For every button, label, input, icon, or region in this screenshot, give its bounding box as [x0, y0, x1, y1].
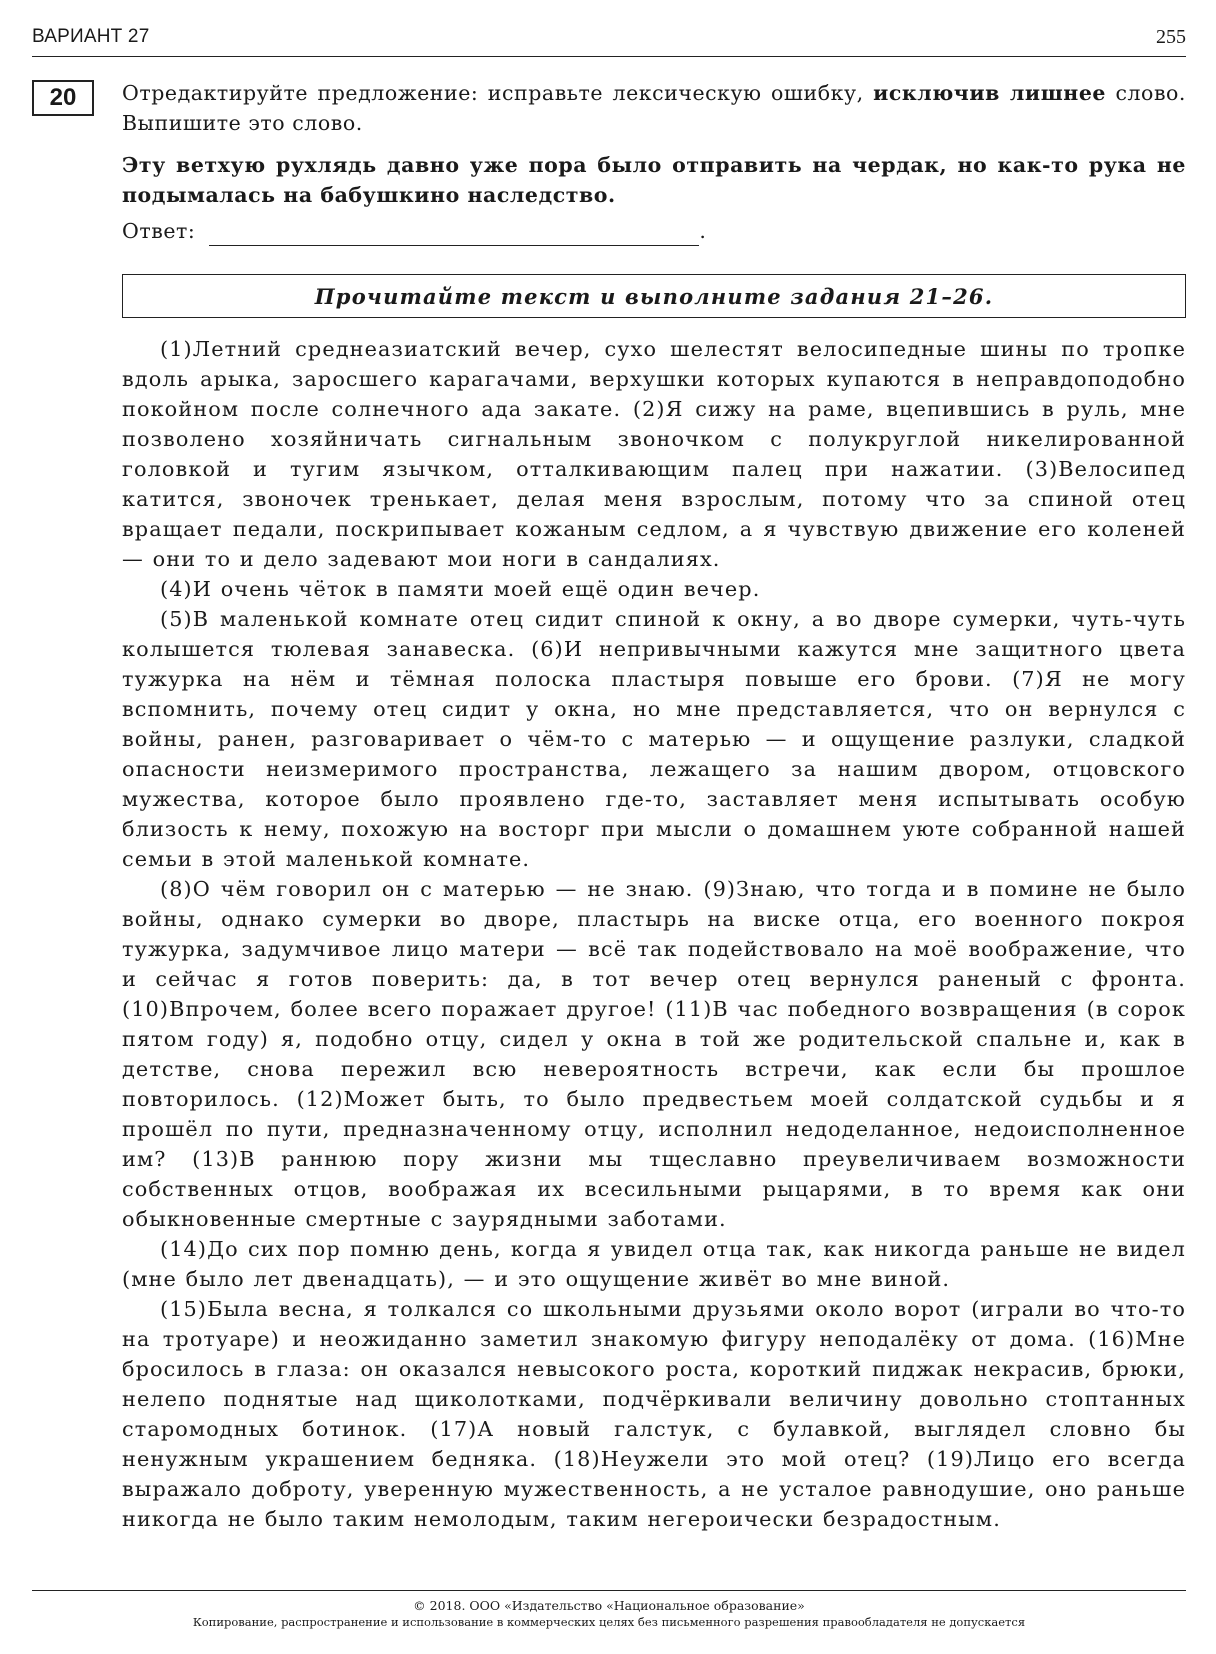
text-paragraph-6: (15)Была весна, я толкался со школьными друзьями около ворот (играли во что-то на тротуаре) и неожиданно заметил знакомую фигуру неподалёку от дома. (16)Мне бросилось в глаза: он оказался невысокого роста, короткий пиджак некрасив, брюки, нелепо поднятые над щиколотками, подчёркивали величину довольно стоптанных старомодных ботинок. (17)А новый галстук, с булавкой, выглядел словно бы ненужным украшением бедняка. (18)Неужели это мой отец? (19)Лицо его всегда выражало доброту, уверенную мужественность, а не усталое равнодушие, оно раньше никогда не было таким немолодым, таким негероически безрадостным. — [122, 1297, 1186, 1531]
instruction-part-1: Отредактируйте предложение: исправьте лексическую ошибку, — [122, 81, 874, 105]
reading-text — [122, 334, 1186, 1534]
footer-notice: Копирование, распространение и использование в коммерческих целях без письменного разрешения правообладателя не допускается — [192, 1615, 1026, 1629]
instruction-box: Прочитайте текст и выполните задания 21–26. — [122, 274, 1186, 318]
answer-line[interactable] — [209, 223, 699, 246]
answer-row — [122, 216, 1186, 246]
variant-label: ВАРИАНТ 27 — [32, 26, 150, 47]
text-paragraph-3: (5)В маленькой комнате отец сидит спиной к окну, а во дворе сумерки, чуть-чуть колышется тюлевая занавеска. (6)И непривычными кажутся мне защитного цвета тужурка на нём и тёмная полоска пластыря повыше его брови. (7)Я не могу вспомнить, почему отец сидит у окна, но мне представляется, что он вернулся с войны, ранен, разговаривает о чём-то с матерью — и ощущение разлуки, сладкой опасности неизмеримого пространства, лежащего за нашим двором, отцовского мужества, которое было проявлено где-то, заставляет меня испытывать особую близость к нему, похожую на восторг при мысли о домашнем уюте собранной нашей семьи в этой маленькой комнате. — [122, 607, 1186, 871]
text-paragraph-4: (8)О чём говорил он с матерью — не знаю. (9)Знаю, что тогда и в помине не было войны, однако сумерки во дворе, пластырь на виске отца, его военного покроя тужурка, задумчивое лицо матери — всё так подействовало на моё воображение, что и сейчас я готов поверить: да, в тот вечер отец вернулся раненый с фронта. (10)Впрочем, более всего поражает другое! (11)В час победного возвращения (в сорок пятом году) я, подобно отцу, сидел у окна в той же родительской спальне и, как в детстве, снова пережил всю невероятность встречи, как если бы прошлое повторилось. (12)Может быть, то было предвестьем моей солдатской судьбы и я прошёл по пути, предназначенному отцу, исполнил недоделанное, недоисполненное им? (13)В раннюю пору жизни мы тщеславно преувеличиваем возможности собственных отцов, воображая их всесильными рыцарями, в то время как они обыкновенные смертные с заурядными заботами. — [122, 877, 1186, 1231]
text-paragraph-5: (14)До сих пор помню день, когда я увидел отца так, как никогда раньше не видел (мне было лет двенадцать), — и это ощущение живёт во мне виной. — [122, 1237, 1186, 1291]
task-sentence: Эту ветхую рухлядь давно уже пора было отправить на чердак, но как-то рука не подымалась на бабушкино наследство. — [122, 153, 1186, 207]
text-paragraph-1: (1)Летний среднеазиатский вечер, сухо шелестят велосипедные шины по тропке вдоль арыка, заросшего карагачами, верхушки которых купаются в неправдоподобно покойном после солнечного ада закате. (2)Я сижу на раме, вцепившись в руль, мне позволено хозяйничать сигнальным звоночком с полукруглой никелированной головкой и тугим язычком, отталкивающим палец при нажатии. (3)Велосипед катится, звоночек тренькает, делая меня взрослым, потому что за спиной отец вращает педали, поскрипывает кожаным седлом, а я чувствую движение его коленей — они то и дело задевают мои ноги в сандалиях. — [122, 337, 1186, 571]
task-20 — [122, 78, 1186, 246]
footer-copyright: © 2018. ООО «Издательство «Национальное образование» — [413, 1598, 805, 1613]
instruction-bold: исключив лишнее — [873, 81, 1107, 105]
page-number: 255 — [1156, 26, 1186, 48]
task-number-box: 20 — [32, 80, 94, 116]
answer-end: . — [699, 219, 707, 243]
task-instruction — [122, 78, 1186, 138]
text-paragraph-2: (4)И очень чёток в памяти моей ещё один вечер. — [160, 577, 761, 601]
page-header — [32, 22, 1186, 57]
instruction-part-2: слово. Выпишите это слово. — [122, 81, 1186, 135]
page-footer — [32, 1590, 1186, 1631]
answer-label: Ответ: — [122, 219, 196, 243]
